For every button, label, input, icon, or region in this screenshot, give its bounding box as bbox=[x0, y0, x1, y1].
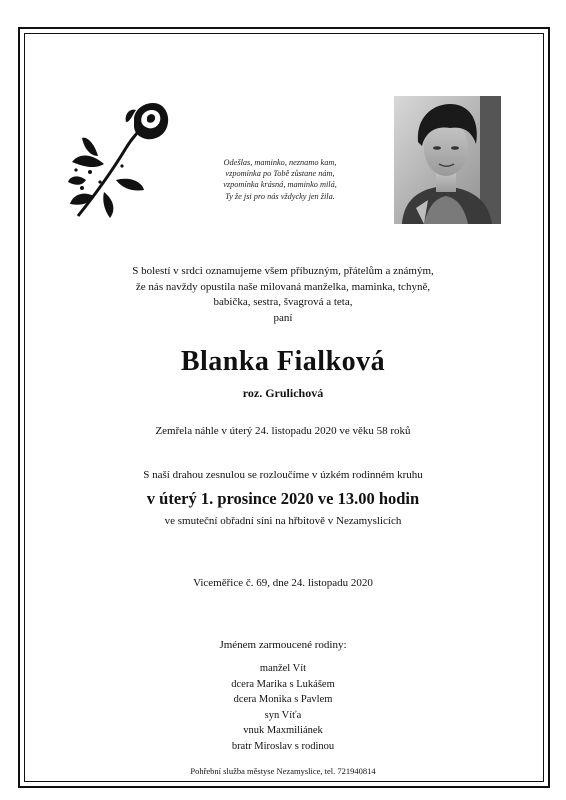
funeral-place: ve smuteční obřadní síni na hřbitově v Nezamyslicích bbox=[164, 515, 402, 527]
family-member: dcera Marika s Lukášem bbox=[231, 678, 335, 690]
funeral-intro: S naší drahou zesnulou se rozloučíme v úzkém rodinném kruhu bbox=[143, 469, 423, 481]
portrait-photo bbox=[394, 96, 501, 224]
announcement-line: paní bbox=[273, 311, 293, 324]
maiden-name: roz. Grulichová bbox=[242, 386, 324, 400]
announcement-line: S bolestí v srdci oznamujeme všem příbuzným, přátelům a známým, bbox=[132, 265, 434, 277]
poem-line: vzpomínka krásná, maminko milá, bbox=[223, 180, 337, 190]
deceased-name: Blanka Fialková bbox=[180, 346, 386, 377]
poem bbox=[180, 157, 380, 202]
funeral-service-footer: Pohřební služba městyse Nezamyslice, tel. 721940814 bbox=[190, 766, 376, 776]
funeral-date: v úterý 1. prosince 2020 ve 13.00 hodin bbox=[146, 489, 420, 508]
death-notice: Zemřela náhle v úterý 24. listopadu 2020 ve věku 58 roků bbox=[155, 425, 411, 437]
family-member: bratr Miroslav s rodinou bbox=[231, 740, 335, 752]
family-member: vnuk Maxmiliánek bbox=[243, 725, 323, 737]
announcement-line: babička, sestra, švagrová a teta, bbox=[213, 296, 353, 309]
rose-illustration bbox=[64, 96, 174, 226]
poem-line: vzpomínka po Tobě zůstane nám, bbox=[225, 169, 335, 179]
family-member: manžel Vít bbox=[259, 663, 307, 674]
poem-line: Ty že jsi pro nás vždycky jen žila. bbox=[225, 191, 335, 201]
announcement bbox=[40, 264, 526, 326]
family-member: syn Víťa bbox=[264, 709, 302, 721]
family-intro: Jménem zarmoucené rodiny: bbox=[219, 639, 347, 651]
announcement-line: že nás navždy opustila naše milovaná manželka, maminka, tchyně, bbox=[135, 280, 431, 293]
family-list bbox=[40, 661, 526, 755]
family-member: dcera Monika s Pavlem bbox=[233, 694, 333, 706]
place-and-date: Viceměřice č. 69, dne 24. listopadu 2020 bbox=[193, 577, 373, 589]
poem-line: Odešlas, maminko, neznamo kam, bbox=[223, 158, 337, 167]
